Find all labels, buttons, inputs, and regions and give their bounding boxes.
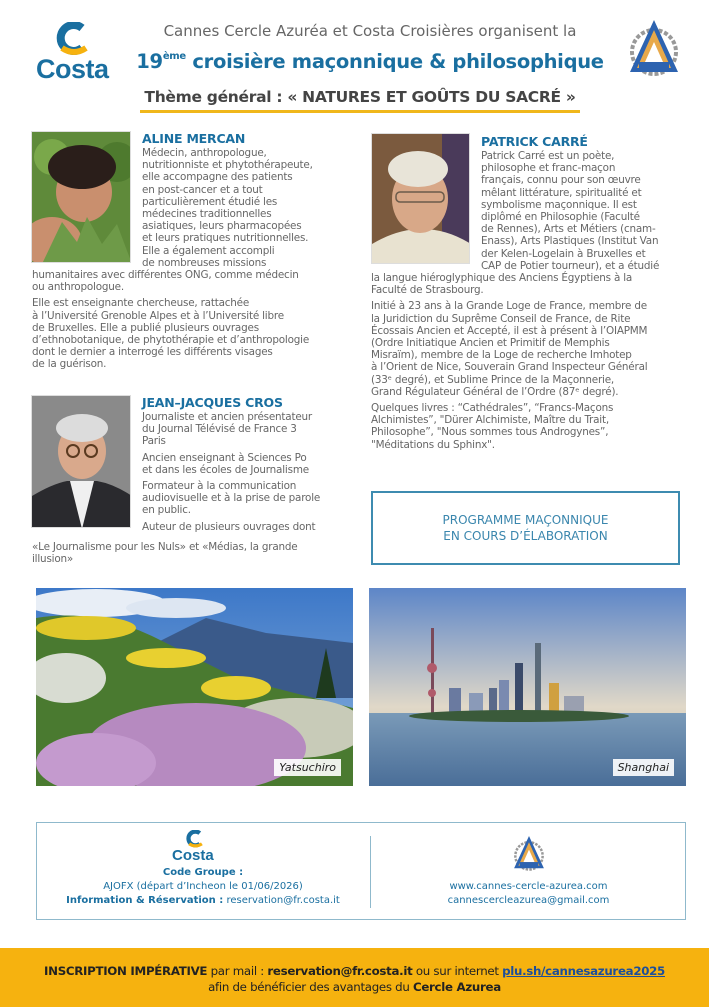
bio-line: "Méditations du Sphinx". (371, 438, 495, 451)
costa-logo (30, 20, 122, 86)
banner-line-1 (0, 963, 709, 979)
bio-line: symbolisme maçonnique. Il est (481, 198, 637, 211)
costa-small-logo (36, 830, 370, 866)
bio-patrick-carre-full (371, 272, 647, 451)
bio-line: Initié à 23 ans à la Grande Loge de France, membre de (371, 300, 647, 313)
bio-line: audiovisuelle et à la prise de parole (142, 492, 321, 505)
bio-name-patrick-carre: PATRICK CARRÉ (481, 134, 588, 149)
bio-line: «Le Journalisme pour les Nuls» et «Médias, la grande (32, 541, 298, 553)
code-value: AJOFX (départ d’Incheon le 01/06/2026) (103, 881, 303, 892)
bio-patrick-carre-wrap (481, 150, 659, 272)
bio-line: Patrick Carré est un poète, (481, 150, 615, 162)
bio-line: asiatiques, leurs pharmacopées (142, 220, 302, 233)
bio-line: nutritionniste et phytothérapeute, (142, 159, 313, 172)
bio-line: et leurs pratiques nutritionnelles. (142, 232, 309, 245)
bio-line: humanitaires avec différentes ONG, comme médecin (32, 269, 299, 281)
bio-line: du Journal Télévisé de France 3 (142, 423, 297, 436)
bio-line: diplômé en Philosophie (Faculté (481, 211, 640, 224)
bio-name-jean-jacques-cros: JEAN–JACQUES CROS (142, 395, 283, 410)
registration-banner (0, 948, 709, 1007)
bio-line: Auteur de plusieurs ouvrages dont (142, 520, 316, 533)
programme-line-1: PROGRAMME MAÇONNIQUE (442, 513, 609, 527)
bio-line: Ancien enseignant à Sciences Po (142, 451, 307, 464)
banner-bold-label: INSCRIPTION IMPÉRATIVE (44, 964, 208, 978)
image-caption: Shanghai (613, 759, 674, 776)
email-link[interactable]: cannescercleazurea@gmail.com (447, 895, 610, 906)
reservation-email-link[interactable]: reservation@fr.costa.it (226, 895, 340, 906)
bio-line: en post-cancer et a tout (142, 183, 263, 196)
azurea-small-logo-icon (511, 834, 547, 874)
theme-underline (140, 110, 580, 113)
bio-aline-mercan-wrap (142, 147, 313, 269)
reservation-label: Information & Réservation : (66, 895, 224, 906)
bio-line: Paris (142, 435, 166, 448)
costa-logo-text: Costa (36, 54, 109, 84)
banner-text: par mail : (207, 964, 268, 978)
bio-line: (33ᵉ degré), et Sublime Prince de la Maçonnerie, (371, 373, 615, 386)
bio-jean-jacques-cros-full (32, 541, 297, 565)
bio-line: Faculté de Strasbourg. (371, 284, 484, 297)
bio-line: elle accompagne des patients (142, 171, 293, 184)
programme-box (371, 491, 680, 565)
shanghai-photo (369, 588, 686, 786)
banner-email[interactable]: reservation@fr.costa.it (267, 964, 413, 978)
bio-line: dont le dernier a interrogé les différents visages (32, 346, 273, 359)
bio-line: Elle est enseignante chercheuse, rattachée (32, 297, 250, 310)
bio-line: particulièrement étudié les (142, 195, 278, 208)
image-caption: Yatsuchiro (274, 759, 341, 776)
bio-line: de nombreuses missions (142, 256, 267, 269)
edition-suffix: ème (162, 51, 186, 62)
bio-line: Misraïm), membre de la Loge de recherche Imhotep (371, 349, 632, 362)
title-text: croisière maçonnique & philosophique (185, 50, 604, 73)
aline-mercan-photo (31, 131, 131, 263)
bio-line: à l’Orient de Nice, Souverain Grand Inspecteur Général (371, 361, 648, 374)
bio-line: Écossais Ancien et Accepté, il est à présent à l’OIAPMM (371, 324, 648, 337)
bio-line: mêlant littérature, spiritualité et (481, 186, 642, 199)
bio-name-aline-mercan: ALINE MERCAN (142, 131, 246, 146)
bio-line: Philosophe”, "Nous sommes tous Androgynes”, (371, 426, 609, 439)
bio-line: français, connu pour son œuvre (481, 174, 641, 187)
bio-line: philosophe et franc-maçon (481, 162, 616, 175)
costa-c-icon (186, 830, 204, 848)
bio-line: Alchimistes”, "Dürer Alchimiste, Maître du Trait, (371, 414, 609, 427)
bio-aline-mercan-full (32, 269, 309, 371)
website-link[interactable]: www.cannes-cercle-azurea.com (449, 881, 608, 892)
bio-line: de Bruxelles. Elle a publié plusieurs ouvrages (32, 321, 259, 334)
banner-cercle-azurea: Cercle Azurea (412, 980, 501, 994)
bio-line: Médecin, anthropologue, (142, 147, 267, 159)
page-title (130, 50, 610, 73)
registration-link[interactable]: plu.sh/cannesazurea2025 (502, 964, 665, 978)
bio-line: Grand Régulateur Général de l’Ordre (87ᵉ degré). (371, 385, 619, 398)
theme-heading: Thème général : « NATURES ET GOÛTS DU SACRÉ » (144, 88, 576, 106)
bio-line: Formateur à la communication (142, 480, 297, 493)
costa-c-icon (56, 22, 90, 56)
bio-line: la langue hiéroglyphique des Anciens Égyptiens à la (371, 272, 633, 284)
bio-line: illusion» (32, 553, 74, 566)
bio-line: en public. (142, 504, 191, 517)
code-label: Code Groupe : (162, 867, 244, 878)
azurea-logo-icon (625, 18, 683, 80)
banner-text: afin de bénéficier des avantages du (208, 980, 413, 994)
bio-jean-jacques-cros-wrap (142, 411, 320, 533)
bio-line: CAP de Potier tourneur), et a étudié (481, 259, 660, 272)
bio-line: Elle a également accompli (142, 244, 275, 257)
bio-line: ou anthropologue. (32, 281, 124, 294)
bio-line: la Juridiction du Suprême Conseil de France, de Rite (371, 312, 631, 325)
jean-jacques-cros-photo (31, 395, 131, 528)
bio-line: de Rennes), Arts et Métiers (cnam- (481, 223, 656, 236)
bio-line: à l’Université Grenoble Alpes et à l’Université libre (32, 309, 284, 322)
banner-text: ou sur internet (412, 964, 503, 978)
patrick-carre-photo (371, 133, 470, 264)
programme-line-2: EN COURS D’ÉLABORATION (443, 529, 608, 543)
bio-line: de la guérison. (32, 358, 107, 371)
costa-logo-text: Costa (172, 847, 214, 864)
banner-line-2 (0, 979, 709, 995)
header-intro: Cannes Cercle Azuréa et Costa Croisières organisent la (163, 22, 577, 40)
bio-line: d’ethnobotanique, de phytothérapie et d’anthropologie (32, 334, 310, 347)
bio-line: médecines traditionnelles (142, 208, 272, 221)
bio-line: et dans les écoles de Journalisme (142, 463, 309, 476)
bio-line: Journaliste et ancien présentateur (142, 411, 312, 423)
azurea-info (371, 834, 686, 908)
edition-number: 19 (136, 50, 163, 73)
bio-line: Enass), Arts Plastiques (Institut Van (481, 235, 659, 248)
yatsuchiro-photo (36, 588, 353, 786)
bio-line: der Kelen-Logelain à Bruxelles et (481, 247, 646, 260)
bio-line: (Ordre Initiatique Ancien et Primitif de Memphis (371, 337, 610, 350)
bio-line: Quelques livres : “Cathédrales”, “Francs-Maçons (371, 402, 614, 415)
costa-info (36, 830, 370, 908)
